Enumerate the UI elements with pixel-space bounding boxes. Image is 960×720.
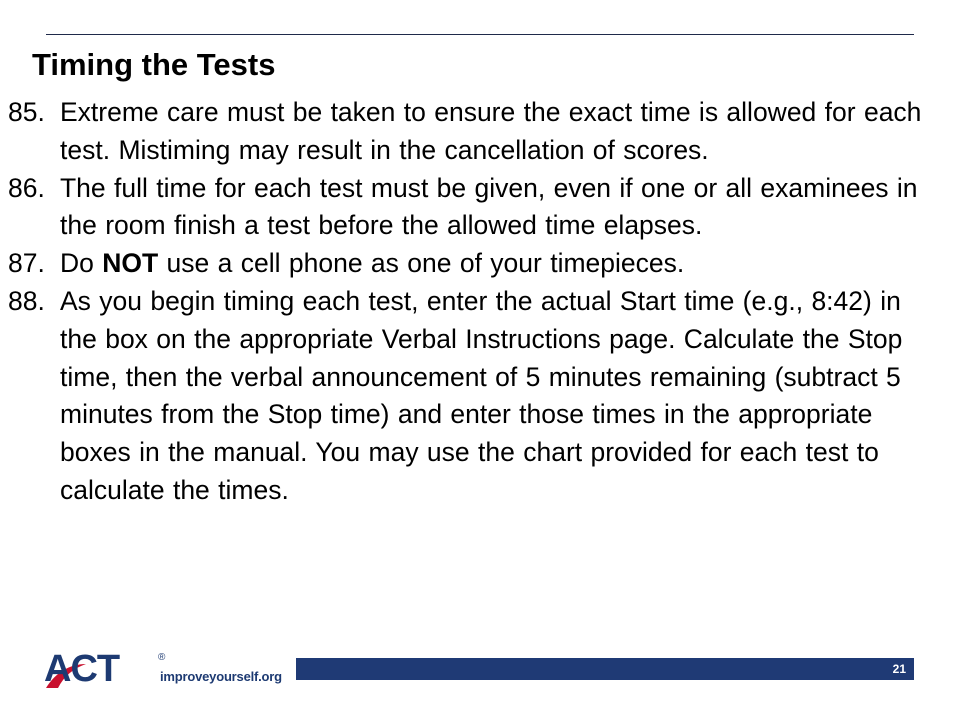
item-text: The full time for each test must be given, even if one or all examinees in the room finish a test before the allowed time elapses. xyxy=(60,172,918,241)
item-text xyxy=(60,248,684,278)
logo-registered-mark: ® xyxy=(158,652,166,663)
timing-rules-list xyxy=(0,94,940,510)
logo-tagline: improveyourself.org xyxy=(160,669,282,684)
item-text-before: Do xyxy=(60,248,103,279)
item-text: As you begin timing each test, enter the actual Start time (e.g., 8:42) in the box on the appropriate Verbal Instructions page. Calculate the Stop time, then the verbal announcement of 5 minutes remaining (subtract 5 minutes from the Stop time) and enter those times in the appropriate boxes in the manual. You may use the chart provided for each test to calculate the times. xyxy=(60,285,903,505)
item-number: 88. xyxy=(8,285,45,316)
item-number: 87. xyxy=(8,248,45,279)
top-divider xyxy=(46,34,914,35)
item-number: 86. xyxy=(8,172,45,203)
page-number: 21 xyxy=(892,662,906,676)
logo-wordmark: ACT xyxy=(44,648,120,690)
item-text: Extreme care must be taken to ensure the exact time is allowed for each test. Mistiming may result in the cancellation of scores. xyxy=(60,97,922,165)
item-number: 85. xyxy=(8,97,45,127)
list-item xyxy=(0,245,940,283)
list-item xyxy=(0,283,940,510)
list-item xyxy=(0,170,940,246)
list-item xyxy=(0,94,940,170)
slide-title: Timing the Tests xyxy=(32,47,276,82)
act-logo xyxy=(44,650,284,690)
item-text-after: use a cell phone as one of your timepieces. xyxy=(158,248,685,279)
footer-bar xyxy=(296,658,914,680)
item-text-emphasis: NOT xyxy=(102,248,159,279)
